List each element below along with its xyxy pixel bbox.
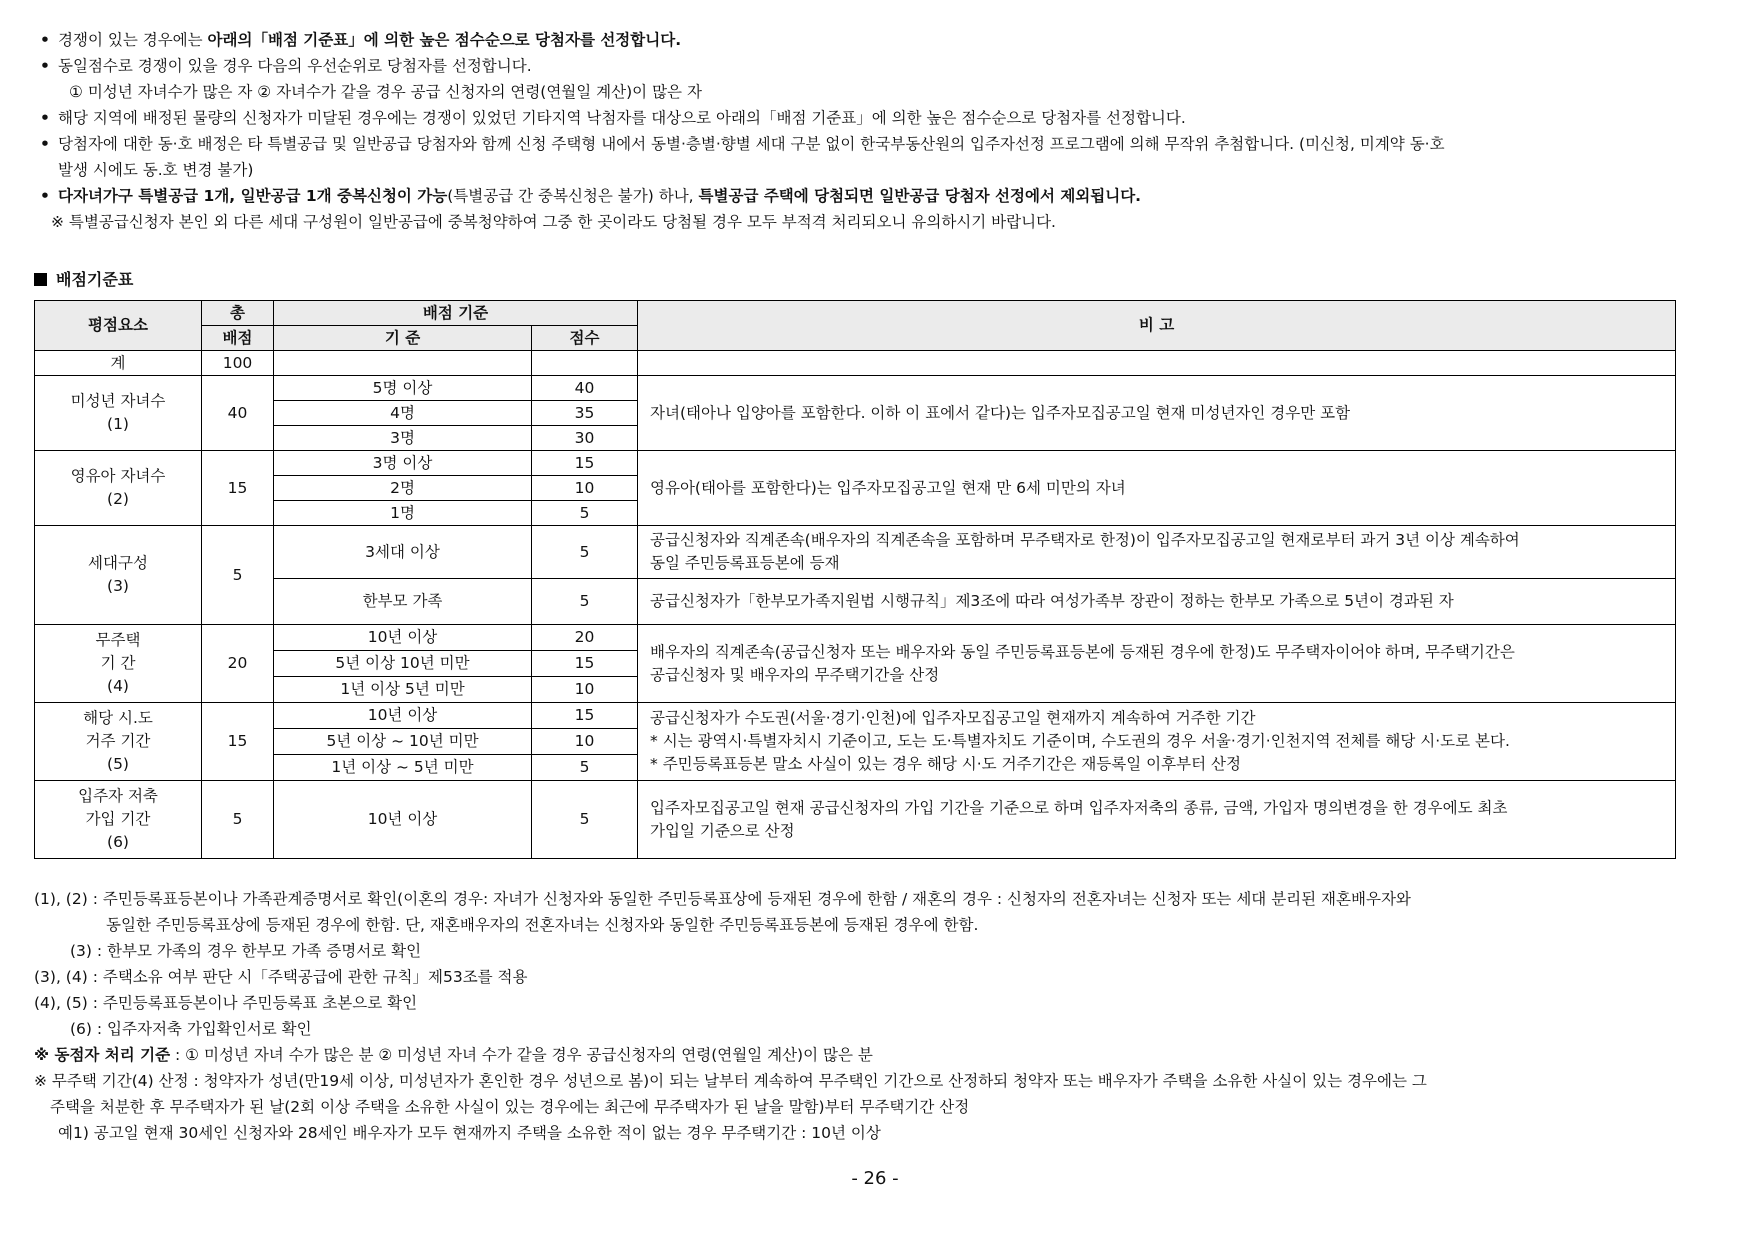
standard-cell: 4명 — [274, 401, 532, 426]
score-cell: 5 — [532, 755, 638, 781]
intro-bold-text: 아래의「배점 기준표」에 의한 높은 점수순으로 당첨자를 선정합니다. — [207, 31, 682, 49]
element-savings-period — [35, 781, 202, 859]
standard-cell: 1년 이상 ~ 5년 미만 — [274, 755, 532, 781]
remark-cell — [638, 625, 1676, 703]
standard-cell: 1년 이상 5년 미만 — [274, 677, 532, 703]
element-number: (1) — [107, 415, 129, 433]
table-row — [35, 781, 1676, 859]
intro-bullet-5 — [38, 183, 1688, 209]
element-name: 거주 기간 — [85, 732, 151, 750]
score-cell: 15 — [532, 651, 638, 677]
intro-bullet-4 — [38, 131, 1688, 157]
score-cell: 10 — [532, 677, 638, 703]
element-number: (5) — [107, 755, 129, 773]
score-cell: 15 — [532, 703, 638, 729]
remark-text: * 시는 광역시·특별자치시 기준이고, 도는 도·특별자치도 기준이며, 수도권의 경우 서울·경기·인천지역 전체를 해당 시·도로 본다. — [650, 732, 1510, 750]
bullet-icon: • — [40, 135, 50, 153]
score-criteria-table — [34, 300, 1676, 859]
header-standard: 기 준 — [274, 326, 532, 351]
intro-bullet-3 — [38, 105, 1688, 131]
header-total-top: 총 — [202, 301, 274, 326]
remark-text: 공급신청자가 수도권(서울·경기·인천)에 입주자모집공고일 현재까지 계속하여 거주한 기간 — [650, 709, 1256, 727]
no-house-rule-example: 예1) 공고일 현재 30세인 신청자와 28세인 배우자가 모두 현재까지 주택을 소유한 적이 없는 경우 무주택기간 : 10년 이상 — [58, 1124, 881, 1142]
score-cell: 5 — [532, 781, 638, 859]
intro-text: (특별공급 간 중복신청은 불가) 하나, — [447, 187, 699, 205]
table-row-total — [35, 351, 1676, 376]
standard-cell: 1명 — [274, 501, 532, 526]
score-cell: 10 — [532, 729, 638, 755]
no-house-rule: ※ 무주택 기간(4) 산정 : 청약자가 성년(만19세 이상, 미성년자가 혼인한 경우 성년으로 봄)이 되는 날부터 계속하여 무주택인 기간으로 산정하되 청약자 또는 배우자가 주택을 소유한 사실이 있는 경우에는 그 — [34, 1072, 1427, 1090]
remark-cell — [638, 376, 1676, 451]
intro-bullet-1 — [38, 27, 1688, 53]
remark-cell — [638, 451, 1676, 526]
section-title-text: 배점기준표 — [56, 270, 134, 289]
tie-rule-label: ※ 동점자 처리 기준 — [34, 1046, 171, 1064]
score-cell: 20 — [532, 625, 638, 651]
bullet-icon: • — [40, 31, 50, 49]
standard-cell: 10년 이상 — [274, 781, 532, 859]
score-cell: 35 — [532, 401, 638, 426]
element-number: (4) — [107, 677, 129, 695]
section-title — [34, 268, 133, 292]
element-name: 무주택 — [95, 631, 141, 649]
element-minor-children — [35, 376, 202, 451]
header-total-bottom: 배점 — [202, 326, 274, 351]
standard-cell: 5년 이상 10년 미만 — [274, 651, 532, 677]
standard-cell: 10년 이상 — [274, 625, 532, 651]
element-household — [35, 526, 202, 625]
empty-cell — [532, 351, 638, 376]
intro-text: 동일점수로 경쟁이 있을 경우 다음의 우선순위로 당첨자를 선정합니다. — [58, 57, 532, 75]
remark-text: 영유아(태아를 포함한다)는 입주자모집공고일 현재 만 6세 미만의 자녀 — [650, 478, 1126, 497]
footnote-3-4: (3), (4) : 주택소유 여부 판단 시「주택공급에 관한 규칙」제53조를 적용 — [34, 968, 528, 986]
element-number: (6) — [107, 833, 129, 851]
intro-warning-note — [38, 209, 1688, 235]
footnote-1-2: (1), (2) : 주민등록표등본이나 가족관계증명서로 확인(이혼의 경우: 자녀가 신청자와 동일한 주민등록표상에 등재된 경우에 한함 / 재혼의 경우 : 신청자의 전혼자녀는 신청자 또는 세대 분리된 재혼배우자와 — [34, 890, 1411, 908]
header-score: 점수 — [532, 326, 638, 351]
element-number: (3) — [107, 577, 129, 595]
remark-cell — [638, 526, 1676, 579]
element-name: 입주자 저축 — [78, 787, 158, 805]
intro-text: 해당 지역에 배정된 물량의 신청자가 미달된 경우에는 경쟁이 있었던 기타지역 낙첨자를 대상으로 아래의「배점 기준표」에 의한 높은 점수순으로 당첨자를 선정합니다. — [58, 109, 1186, 127]
remark-text: 자녀(태아나 입양아를 포함한다. 이하 이 표에서 같다)는 입주자모집공고일 현재 미성년자인 경우만 포함 — [650, 403, 1351, 422]
square-bullet-icon — [34, 273, 47, 286]
standard-cell: 5명 이상 — [274, 376, 532, 401]
total-label: 계 — [35, 351, 202, 376]
intro-text: 발생 시에도 동.호 변경 불가) — [58, 161, 254, 179]
element-total: 5 — [202, 526, 274, 625]
element-total: 15 — [202, 451, 274, 526]
table-row — [35, 579, 1676, 625]
table-row — [35, 526, 1676, 579]
empty-cell — [274, 351, 532, 376]
element-residence-period — [35, 703, 202, 781]
remark-text: 가입일 기준으로 산정 — [650, 821, 795, 840]
total-value: 100 — [202, 351, 274, 376]
remark-text: 동일 주민등록표등본에 등재 — [650, 554, 840, 572]
intro-text: ① 미성년 자녀수가 많은 자 ② 자녀수가 같을 경우 공급 신청자의 연령(연월일 계산)이 많은 자 — [69, 83, 702, 101]
empty-cell — [638, 351, 1676, 376]
standard-cell: 3세대 이상 — [274, 526, 532, 579]
score-cell: 30 — [532, 426, 638, 451]
bullet-icon: • — [40, 57, 50, 75]
element-total: 40 — [202, 376, 274, 451]
element-total: 20 — [202, 625, 274, 703]
score-cell: 5 — [532, 526, 638, 579]
intro-section — [38, 27, 1688, 235]
score-cell: 15 — [532, 451, 638, 476]
element-name: 세대구성 — [88, 554, 148, 572]
element-total: 5 — [202, 781, 274, 859]
standard-cell: 한부모 가족 — [274, 579, 532, 625]
score-cell: 5 — [532, 501, 638, 526]
no-house-rule-continued: 주택을 처분한 후 무주택자가 된 날(2회 이상 주택을 소유한 사실이 있는 경우에는 최근에 무주택자가 된 날을 말함)부터 무주택기간 산정 — [50, 1098, 970, 1116]
intro-priority-line — [38, 79, 1688, 105]
footnotes-section — [34, 886, 1694, 1146]
element-number: (2) — [107, 490, 129, 508]
footnote-4-5: (4), (5) : 주민등록표등본이나 주민등록표 초본으로 확인 — [34, 994, 418, 1012]
standard-cell: 10년 이상 — [274, 703, 532, 729]
intro-text: ※ 특별공급신청자 본인 외 다른 세대 구성원이 일반공급에 중복청약하여 그중 한 곳이라도 당첨될 경우 모두 부적격 처리되오니 유의하시기 바랍니다. — [51, 213, 1056, 231]
footnote-1-2-continued: 동일한 주민등록표상에 등재된 경우에 한함. 단, 재혼배우자의 전혼자녀는 신청자와 동일한 주민등록표등본에 등재된 경우에 한함. — [106, 916, 979, 934]
score-cell: 5 — [532, 579, 638, 625]
remark-cell — [638, 703, 1676, 781]
table-row — [35, 703, 1676, 729]
bullet-icon: • — [40, 109, 50, 127]
page-number: - 26 - — [851, 1168, 899, 1189]
element-no-house-period — [35, 625, 202, 703]
tie-rule-text: : ① 미성년 자녀 수가 많은 분 ② 미성년 자녀 수가 같을 경우 공급신청자의 연령(연월일 계산)이 많은 분 — [170, 1046, 873, 1064]
footnote-6: (6) : 입주자저축 가입확인서로 확인 — [70, 1020, 312, 1038]
standard-cell: 3명 — [274, 426, 532, 451]
table-row — [35, 451, 1676, 476]
remark-cell — [638, 579, 1676, 625]
header-remark: 비 고 — [638, 301, 1676, 351]
element-total: 15 — [202, 703, 274, 781]
table-row — [35, 625, 1676, 651]
intro-bullet-2 — [38, 53, 1688, 79]
element-name: 가입 기간 — [85, 810, 151, 828]
header-element: 평점요소 — [35, 301, 202, 351]
standard-cell: 3명 이상 — [274, 451, 532, 476]
remark-text: 공급신청자가「한부모가족지원법 시행규칙」제3조에 따라 여성가족부 장관이 정하는 한부모 가족으로 5년이 경과된 자 — [650, 592, 1454, 610]
standard-cell: 5년 이상 ~ 10년 미만 — [274, 729, 532, 755]
intro-text: 경쟁이 있는 경우에는 — [58, 31, 208, 49]
intro-bold-text: 특별공급 주택에 당첨되면 일반공급 당첨자 선정에서 제외됩니다. — [698, 187, 1142, 205]
element-name: 영유아 자녀수 — [70, 467, 166, 485]
intro-bold-text: 다자녀가구 특별공급 1개, 일반공급 1개 중복신청이 가능 — [58, 187, 448, 205]
remark-cell — [638, 781, 1676, 859]
score-cell: 40 — [532, 376, 638, 401]
intro-text: 당첨자에 대한 동·호 배정은 타 특별공급 및 일반공급 당첨자와 함께 신청 주택형 내에서 동별·층별·향별 세대 구분 없이 한국부동산원의 입주자선정 프로그램에 의해 무작위 추첨합니다. (미신청, 미계약 동·호 — [58, 135, 1445, 153]
element-name: 해당 시.도 — [83, 709, 153, 727]
remark-text: 입주자모집공고일 현재 공급신청자의 가입 기간을 기준으로 하며 입주자저축의 종류, 금액, 가입자 명의변경을 한 경우에도 최초 — [650, 798, 1508, 817]
intro-bullet-4-continued — [38, 157, 1688, 183]
element-infant-children — [35, 451, 202, 526]
tie-rule — [34, 1042, 1694, 1068]
header-criteria: 배점 기준 — [274, 301, 638, 326]
bullet-icon: • — [40, 187, 50, 205]
remark-text: 공급신청자와 직계존속(배우자의 직계존속을 포함하며 무주택자로 한정)이 입주자모집공고일 현재로부터 과거 3년 이상 계속하여 — [650, 531, 1520, 549]
score-cell: 10 — [532, 476, 638, 501]
standard-cell: 2명 — [274, 476, 532, 501]
element-name: 미성년 자녀수 — [70, 392, 166, 410]
remark-text: 배우자의 직계존속(공급신청자 또는 배우자와 동일 주민등록표등본에 등재된 경우에 한정)도 무주택자이어야 하며, 무주택기간은 — [650, 642, 1515, 661]
remark-text: * 주민등록표등본 말소 사실이 있는 경우 해당 시·도 거주기간은 재등록일 이후부터 산정 — [650, 755, 1241, 773]
remark-text: 공급신청자 및 배우자의 무주택기간을 산정 — [650, 665, 940, 684]
element-name: 기 간 — [100, 654, 136, 672]
footnote-3: (3) : 한부모 가족의 경우 한부모 가족 증명서로 확인 — [70, 942, 422, 960]
table-row — [35, 376, 1676, 401]
